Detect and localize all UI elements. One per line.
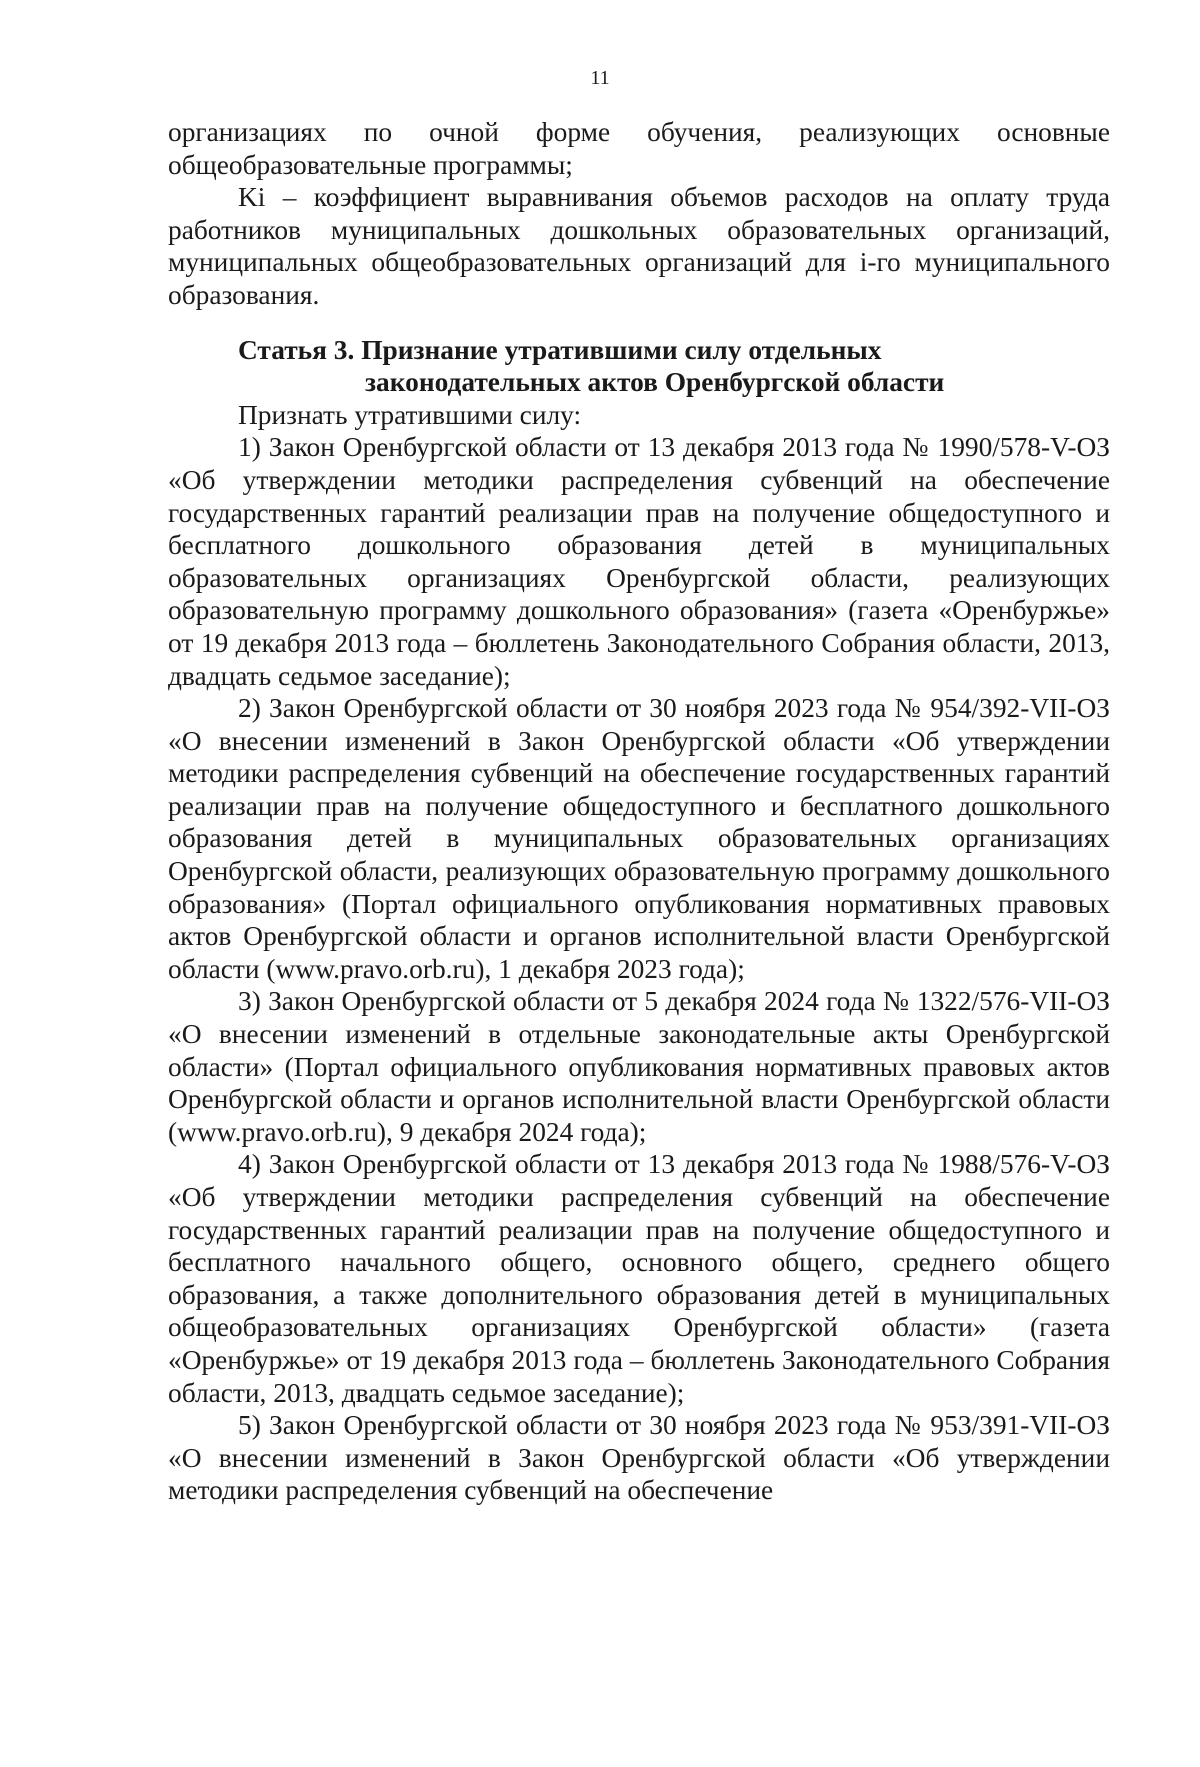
paragraph-ki-definition: Ki – коэффициент выравнивания объемов расходов на оплату труда работников муниципальных дошкольных образовательных организаций, муниципальных общеобразовательных организаций для i-го муниципального образования.	[168, 182, 1110, 310]
paragraph-continuation: организациях по очной форме обучения, реализующих основные общеобразовательные программы;	[168, 117, 1110, 180]
list-item-2: 2) Закон Оренбургской области от 30 ноября 2023 года № 954/392-VII-ОЗ «О внесении изменений в Закон Оренбургской области «Об утверждении методики распределения субвенций на обеспечение государственных гарантий реализации прав на получение общедоступного и бесплатного дошкольного образования детей в муниципальных образовательных организациях Оренбургской области, реализующих образовательную программу дошкольного образования» (Портал официального опубликования нормативных правовых актов Оренбургской области и органов исполнительной власти Оренбургской области (www.pravo.orb.ru), 1 декабря 2023 года);	[168, 693, 1110, 984]
article-heading	[168, 334, 1110, 399]
list-item-5: 5) Закон Оренбургской области от 30 ноября 2023 года № 953/391-VII-ОЗ «О внесении изменений в Закон Оренбургской области «Об утверждении методики распределения субвенций на обеспечение	[168, 1410, 1110, 1506]
article-intro: Признать утратившими силу:	[238, 399, 582, 430]
article-title-line-1: Статья 3. Признание утратившими силу отдельных	[238, 334, 882, 365]
list-item-4: 4) Закон Оренбургской области от 13 декабря 2013 года № 1988/576-V-ОЗ «Об утверждении методики распределения субвенций на обеспечение государственных гарантий реализации прав на получение общедоступного и бесплатного начального общего, основного общего, среднего общего образования, а также дополнительного образования детей в муниципальных общеобразовательных организациях Оренбургской области» (газета «Оренбуржье» от 19 декабря 2013 года – бюллетень Законодательного Собрания области, 2013, двадцать седьмое заседание);	[168, 1149, 1110, 1408]
list-item-1: 1) Закон Оренбургской области от 13 декабря 2013 года № 1990/578-V-ОЗ «Об утверждении методики распределения субвенций на обеспечение государственных гарантий реализации прав на получение общедоступного и бесплатного дошкольного образования детей в муниципальных образовательных организациях Оренбургской области, реализующих образовательную программу дошкольного образования» (газета «Оренбуржье» от 19 декабря 2013 года – бюллетень Законодательного Собрания области, 2013, двадцать седьмое заседание);	[168, 432, 1110, 691]
document-body	[168, 116, 1110, 1507]
page-number: 11	[590, 67, 610, 89]
list-item-3: 3) Закон Оренбургской области от 5 декабря 2024 года № 1322/576-VII-ОЗ «О внесении изменений в отдельные законодательные акты Оренбургской области» (Портал официального опубликования нормативных правовых актов Оренбургской области и органов исполнительной власти Оренбургской области (www.pravo.orb.ru), 9 декабря 2024 года);	[168, 986, 1110, 1147]
article-title-line-2: законодательных актов Оренбургской области	[365, 367, 945, 398]
